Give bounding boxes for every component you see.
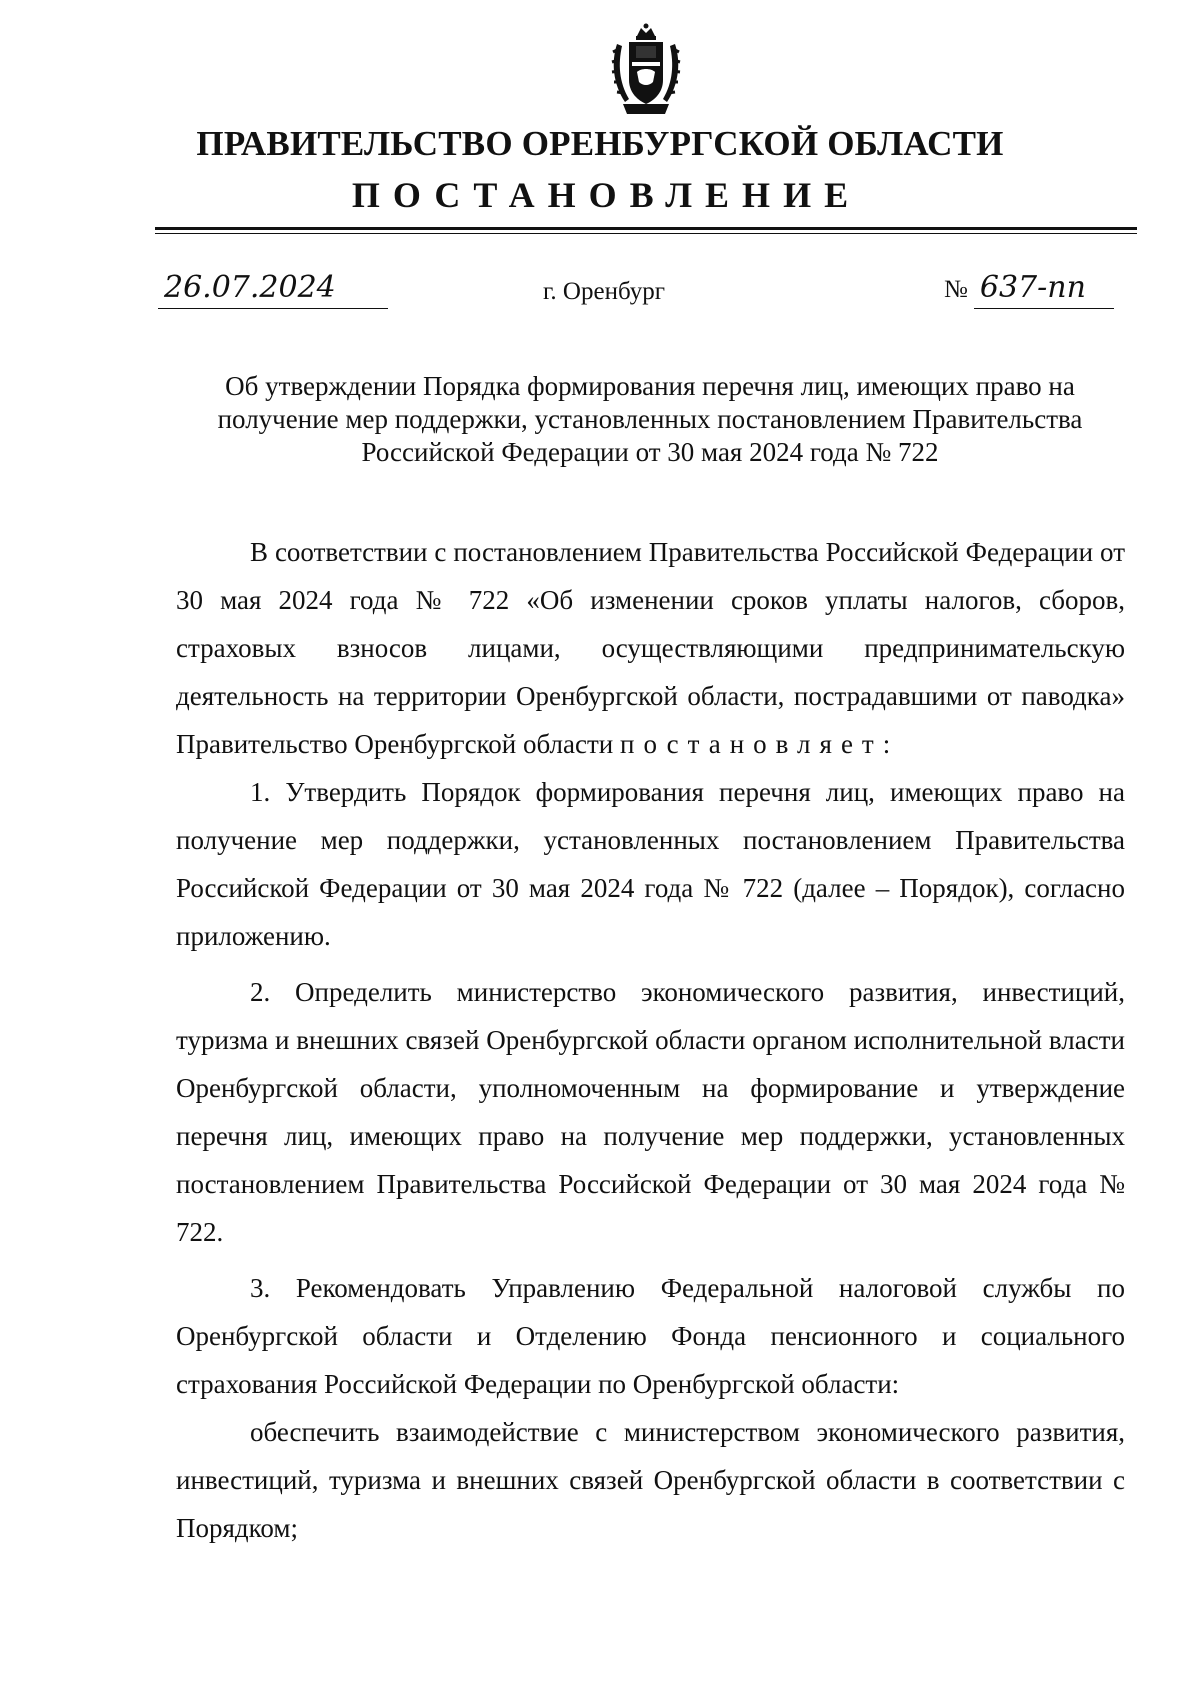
item-2-paragraph: 2. Определить министерство экономического развития, инвестиций, туризма и внешних связей Оренбургской области органом исполнительной власти Оренбургской области, уполномоченным на формирование и утверждение перечня лиц, имеющих право на получение мер поддержки, установленных постановлением Правительства Российской Федерации от 30 мая 2024 года № 722. [176, 977, 1125, 1247]
header-rule-thin [155, 233, 1137, 234]
item-1-paragraph: 1. Утвердить Порядок формирования перечня лиц, имеющих право на получение мер поддержки, установленных постановлением Правительства Российской Федерации от 30 мая 2024 года № 722 (далее – Порядок), согласно приложению. [176, 777, 1125, 951]
document-city: г. Оренбург [543, 278, 665, 305]
document-body [176, 528, 1125, 1552]
subject-line: Об утверждении Порядка формирования перечня лиц, имеющих право на [225, 371, 1075, 401]
subject-line: Российской Федерации от 30 мая 2024 года № 722 [361, 437, 939, 467]
document-type-heading: ПОСТАНОВЛЕНИЕ [351, 175, 862, 215]
item-3-paragraph: 3. Рекомендовать Управлению Федеральной налоговой службы по Оренбургской области и Отделению Фонда пенсионного и социального страхования Российской Федерации по Оренбургской области: [176, 1273, 1125, 1399]
number-sign: № [944, 276, 968, 303]
preamble-paragraph [176, 528, 1125, 768]
orenburg-coat-of-arms-icon [607, 22, 685, 118]
document-subject [150, 370, 1150, 469]
header-rule-thick [155, 227, 1137, 230]
document-number: 637-пп [974, 268, 1114, 309]
preamble-text: В соответствии с постановлением Правительства Российской Федерации от 30 мая 2024 года № 722 «Об изменении сроков уплаты налогов, сборов, страховых взносов лицами, осуществляющими предпринимательскую деятельность на территории Оренбургской области, пострадавшими от паводка» Правительство Оренбургской области [176, 537, 1125, 759]
item-3-sub-paragraph: обеспечить взаимодействие с министерством экономического развития, инвестиций, туризма и внешних связей Оренбургской области в соответствии с Порядком; [176, 1417, 1125, 1543]
resolves-word: постановляет: [620, 729, 900, 759]
government-title: ПРАВИТЕЛЬСТВО ОРЕНБУРГСКОЙ ОБЛАСТИ [196, 124, 1004, 163]
document-date: 26.07.2024 [158, 268, 388, 309]
document-number-block [944, 268, 1114, 310]
subject-line: получение мер поддержки, установленных постановлением Правительства [217, 404, 1083, 434]
